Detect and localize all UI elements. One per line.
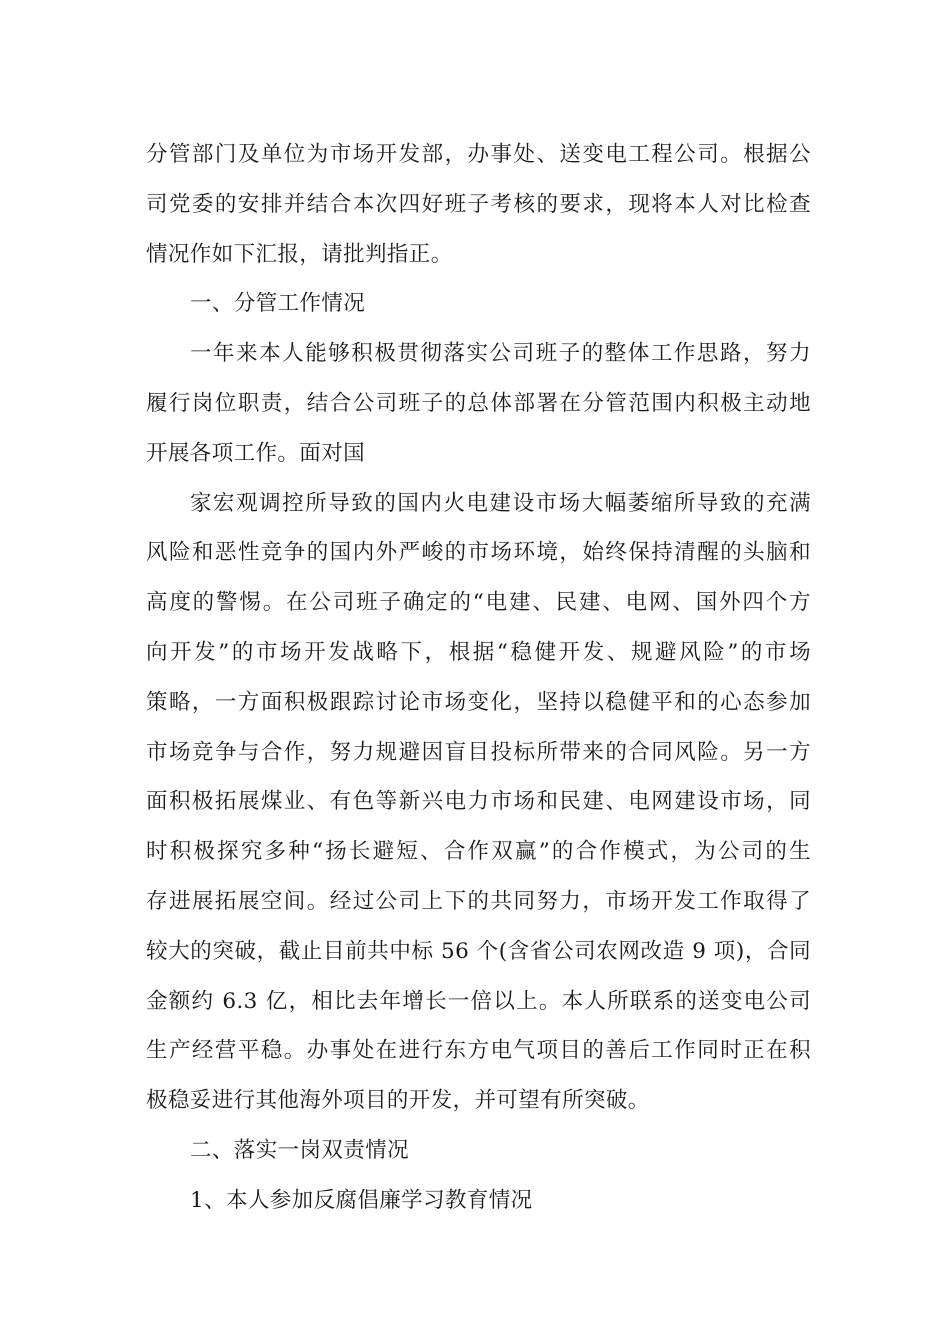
text-line: 情况作如下汇报，请批判指正。 bbox=[146, 241, 453, 267]
text-line: 时积极探究多种“扬长避短、合作双赢”的合作模式，为公司的生 bbox=[146, 839, 811, 865]
intro-paragraph bbox=[146, 130, 811, 279]
text-line: 生产经营平稳。办事处在进行东方电气项目的善后工作同时正在积 bbox=[146, 1038, 811, 1064]
subsection-heading-1 bbox=[146, 1176, 811, 1226]
market-development-paragraph bbox=[146, 479, 811, 1126]
text-line: 履行岗位职责，结合公司班子的总体部署在分管范围内积极主动地 bbox=[146, 390, 811, 416]
text-line: 极稳妥进行其他海外项目的开发，并可望有所突破。 bbox=[146, 1088, 650, 1114]
section-heading-2 bbox=[146, 1126, 811, 1176]
text-line: 较大的突破，截止目前共中标 56 个(含省公司农网改造 9 项)，合同 bbox=[146, 938, 811, 964]
work-summary-paragraph bbox=[146, 329, 811, 478]
text-line: 风险和恶性竞争的国内外严峻的市场环境，始终保持清醒的头脑和 bbox=[146, 540, 811, 566]
text-line: 市场竞争与合作，努力规避因盲目投标所带来的合同风险。另一方 bbox=[146, 739, 811, 765]
section-heading-1 bbox=[146, 279, 811, 329]
text-line: 策略，一方面积极跟踪讨论市场变化，坚持以稳健平和的心态参加 bbox=[146, 689, 811, 715]
text-line: 开展各项工作。面对国 bbox=[146, 440, 366, 466]
text-line: 金额约 6.3 亿，相比去年增长一倍以上。本人所联系的送变电公司 bbox=[146, 988, 811, 1014]
text-line: 一年来本人能够积极贯彻落实公司班子的整体工作思路，努力 bbox=[190, 341, 811, 367]
document-body bbox=[146, 130, 811, 1226]
text-line: 司党委的安排并结合本次四好班子考核的要求，现将本人对比检查 bbox=[146, 191, 811, 217]
text-line: 面积极拓展煤业、有色等新兴电力市场和民建、电网建设市场，同 bbox=[146, 789, 811, 815]
heading-line: 二、落实一岗双责情况 bbox=[190, 1137, 410, 1163]
text-line: 分管部门及单位为市场开发部，办事处、送变电工程公司。根据公 bbox=[146, 142, 811, 167]
text-line: 向开发”的市场开发战略下，根据“稳健开发、规避风险”的市场 bbox=[146, 639, 811, 665]
heading-line: 一、分管工作情况 bbox=[190, 291, 366, 317]
text-line: 高度的警惕。在公司班子确定的“电建、民建、电网、国外四个方 bbox=[146, 590, 811, 616]
text-line: 存进展拓展空间。经过公司上下的共同努力，市场开发工作取得了 bbox=[146, 888, 811, 914]
text-line: 家宏观调控所导致的国内火电建设市场大幅萎缩所导致的充满 bbox=[190, 490, 811, 516]
heading-line: 1、本人参加反腐倡廉学习教育情况 bbox=[190, 1187, 533, 1213]
